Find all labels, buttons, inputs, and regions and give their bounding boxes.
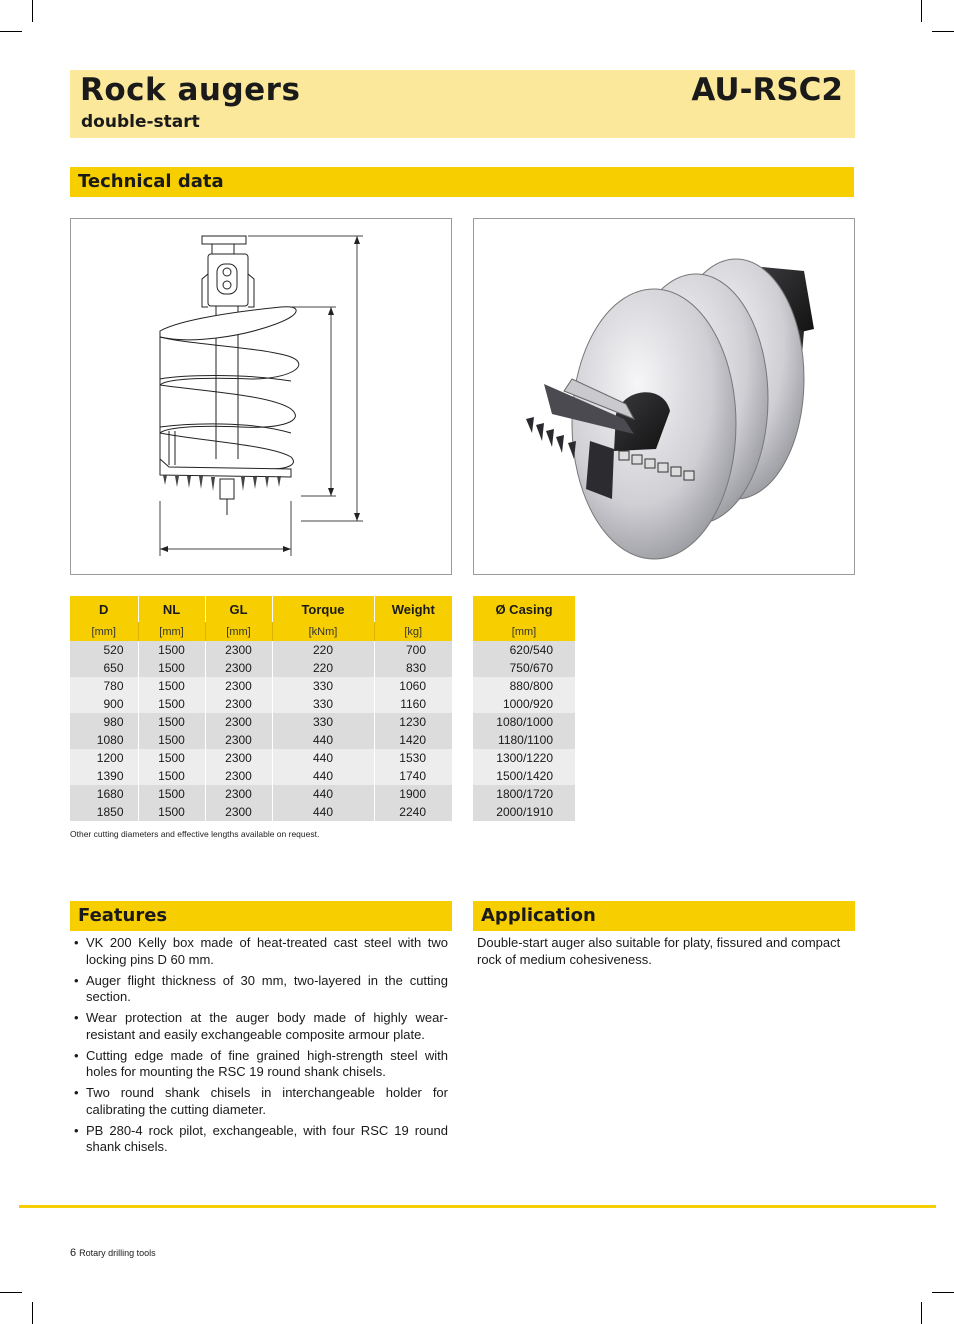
table-row (70, 659, 452, 677)
casing-cell: 1000/920 (473, 695, 575, 713)
product-code: AU-RSC2 (691, 72, 843, 108)
casing-row (473, 713, 575, 731)
table-cell: 1230 (374, 713, 452, 731)
table-cell: 1500 (138, 767, 205, 785)
table-cell: 440 (272, 767, 374, 785)
unit-cell: [kNm] (272, 622, 374, 641)
casing-cell: 620/540 (473, 641, 575, 659)
table-cell: 1200 (70, 749, 138, 767)
crop-mark (932, 1292, 954, 1293)
table-cell: 1060 (374, 677, 452, 695)
table-row (70, 713, 452, 731)
table-row (70, 767, 452, 785)
casing-row (473, 731, 575, 749)
table-cell: 1500 (138, 731, 205, 749)
technical-drawing (71, 219, 451, 574)
table-cell: 780 (70, 677, 138, 695)
casing-row (473, 641, 575, 659)
bullet-icon: • (74, 1122, 79, 1138)
col-header-torque: Torque (272, 596, 374, 622)
feature-item (70, 1010, 448, 1043)
col-header-weight: Weight (374, 596, 452, 622)
bullet-icon: • (74, 1085, 79, 1100)
auger-photo (474, 219, 854, 574)
table-cell: 1500 (138, 677, 205, 695)
table-cell: 1680 (70, 785, 138, 803)
table-cell: 1900 (374, 785, 452, 803)
table-cell: 2300 (205, 803, 272, 821)
casing-cell: 1180/1100 (473, 731, 575, 749)
table-cell: 1740 (374, 767, 452, 785)
table-cell: 1160 (374, 695, 452, 713)
feature-item (70, 1123, 448, 1156)
table-cell: 330 (272, 695, 374, 713)
unit-cell: [mm] (205, 622, 272, 641)
application-text: Double-start auger also suitable for platy, fissured and compact rock of medium cohesiveness. (477, 935, 841, 967)
table-cell: 520 (70, 641, 138, 659)
table-cell: 1850 (70, 803, 138, 821)
table-cell: 650 (70, 659, 138, 677)
unit-cell: [kg] (374, 622, 452, 641)
casing-row (473, 785, 575, 803)
col-header-nl: NL (138, 596, 205, 622)
feature-text: Auger flight thickness of 30 mm, two-layered in the cutting section. (86, 972, 448, 1004)
feature-text: Two round shank chisels in interchangeable holder for calibrating the cutting diameter. (86, 1085, 448, 1117)
table-cell: 2240 (374, 803, 452, 821)
table-cell: 1420 (374, 731, 452, 749)
table-cell: 440 (272, 803, 374, 821)
table-row (70, 749, 452, 767)
table-cell: 2300 (205, 785, 272, 803)
table-cell: 2300 (205, 695, 272, 713)
casing-cell: 1500/1420 (473, 767, 575, 785)
table-row (70, 677, 452, 695)
features-list (70, 935, 448, 1160)
table-cell: 1500 (138, 641, 205, 659)
footer-label: Rotary drilling tools (79, 1248, 156, 1258)
page-number: 6 (70, 1247, 77, 1259)
table-cell: 1530 (374, 749, 452, 767)
col-header-gl: GL (205, 596, 272, 622)
crop-mark (921, 1302, 922, 1324)
bullet-icon: • (74, 935, 79, 950)
table-cell: 330 (272, 713, 374, 731)
feature-text: Cutting edge made of fine grained high-strength steel with holes for mounting the RSC 19 round shank chisels. (86, 1047, 448, 1079)
feature-text: Wear protection at the auger body made of highly wear-resistant and easily exchangeable composite armour plate. (86, 1010, 448, 1042)
table-cell: 980 (70, 713, 138, 731)
table-row (70, 803, 452, 821)
casing-cell: 1080/1000 (473, 713, 575, 731)
page-footer (70, 1247, 156, 1259)
crop-mark (0, 31, 22, 32)
casing-cell: 1800/1720 (473, 785, 575, 803)
crop-mark (32, 1302, 33, 1324)
table-cell: 2300 (205, 677, 272, 695)
casing-row (473, 695, 575, 713)
casing-cell: 2000/1910 (473, 803, 575, 821)
table-cell: 830 (374, 659, 452, 677)
feature-text: PB 280-4 rock pilot, exchangeable, with four RSC 19 round shank chisels. (86, 1122, 448, 1154)
page-subtitle: double-start (81, 112, 200, 132)
table-row (70, 731, 452, 749)
table-cell: 440 (272, 749, 374, 767)
table-cell: 440 (272, 785, 374, 803)
feature-item (70, 1048, 448, 1081)
technical-drawing-figure (70, 218, 452, 575)
table-cell: 1500 (138, 749, 205, 767)
table-note: Other cutting diameters and effective lengths available on request. (70, 829, 320, 839)
application-heading: Application (473, 901, 855, 931)
feature-item (70, 973, 448, 1006)
casing-row (473, 767, 575, 785)
footer-rule (19, 1205, 936, 1208)
unit-cell: [mm] (473, 622, 575, 641)
table-cell: 2300 (205, 641, 272, 659)
table-cell: 220 (272, 659, 374, 677)
casing-row (473, 749, 575, 767)
crop-mark (932, 31, 954, 32)
table-cell: 1500 (138, 803, 205, 821)
table-cell: 1390 (70, 767, 138, 785)
bullet-icon: • (74, 1047, 79, 1063)
casing-cell: 750/670 (473, 659, 575, 677)
table-cell: 1500 (138, 713, 205, 731)
crop-mark (921, 0, 922, 22)
table-cell: 2300 (205, 659, 272, 677)
table-cell: 2300 (205, 749, 272, 767)
table-cell: 1080 (70, 731, 138, 749)
table-cell: 330 (272, 677, 374, 695)
table-cell: 1500 (138, 659, 205, 677)
table-row (70, 785, 452, 803)
table-cell: 1500 (138, 785, 205, 803)
table-cell: 2300 (205, 767, 272, 785)
feature-item (70, 935, 448, 968)
bullet-icon: • (74, 1010, 79, 1025)
casing-cell: 880/800 (473, 677, 575, 695)
bullet-icon: • (74, 972, 79, 988)
table-cell: 220 (272, 641, 374, 659)
casing-cell: 1300/1220 (473, 749, 575, 767)
casing-row (473, 677, 575, 695)
table-row (70, 641, 452, 659)
table-cell: 2300 (205, 713, 272, 731)
unit-cell: [mm] (70, 622, 138, 641)
table-cell: 440 (272, 731, 374, 749)
table-cell: 2300 (205, 731, 272, 749)
col-header-casing: Ø Casing (473, 596, 575, 622)
casing-table (473, 596, 575, 821)
table-row (70, 695, 452, 713)
table-cell: 900 (70, 695, 138, 713)
unit-cell: [mm] (138, 622, 205, 641)
casing-row (473, 659, 575, 677)
page-title: Rock augers (80, 72, 301, 108)
feature-text: VK 200 Kelly box made of heat-treated cast steel with two locking pins D 60 mm. (86, 935, 448, 967)
table-cell: 1500 (138, 695, 205, 713)
crop-mark (32, 0, 33, 22)
table-cell: 700 (374, 641, 452, 659)
page-header (70, 70, 855, 138)
auger-photo-figure (473, 218, 855, 575)
col-header-d: D (70, 596, 138, 622)
casing-row (473, 803, 575, 821)
features-heading: Features (70, 901, 452, 931)
crop-mark (0, 1292, 22, 1293)
technical-data-table (70, 596, 452, 821)
technical-data-heading: Technical data (70, 167, 854, 197)
feature-item (70, 1085, 448, 1118)
